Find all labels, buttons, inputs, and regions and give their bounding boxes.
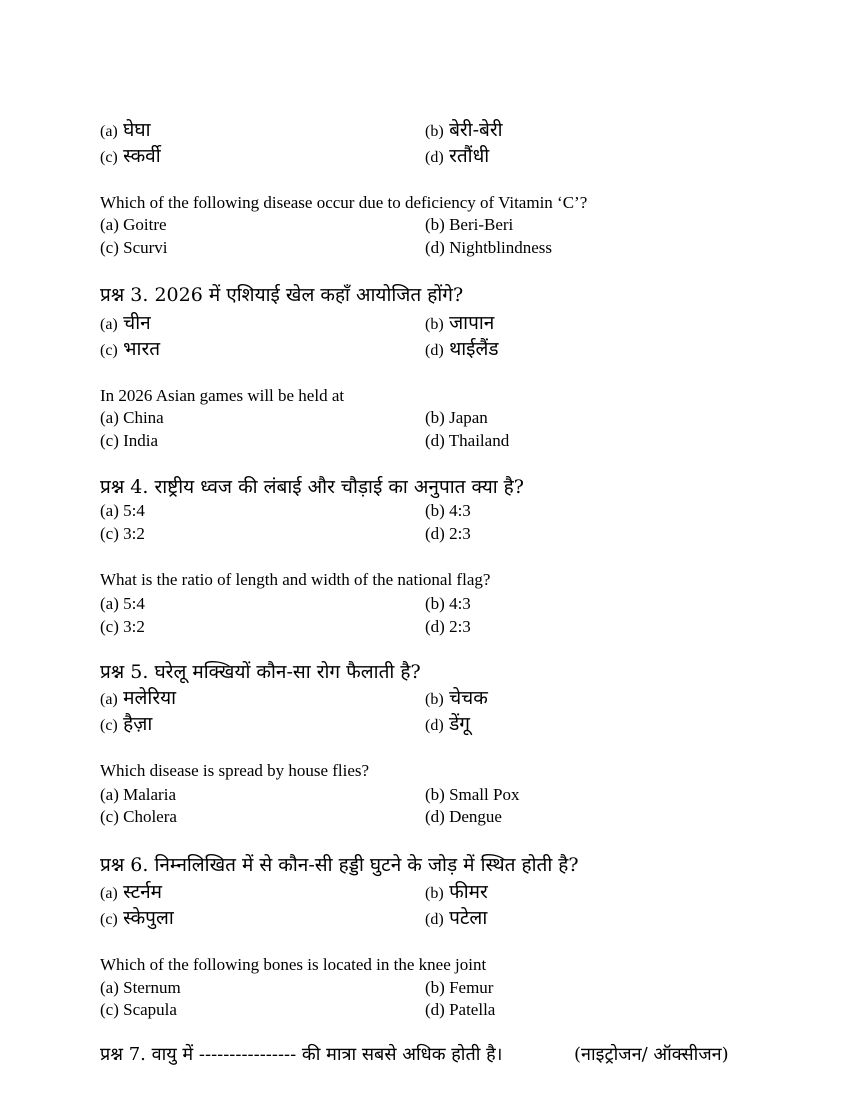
question-text: प्रश्न 7. वायु में ---------------- की मात्रा सबसे अधिक होती है। bbox=[100, 1044, 503, 1065]
option-c: (c) 3:2 bbox=[100, 617, 145, 636]
option-b: (b) Small Pox bbox=[425, 785, 520, 804]
option-c: (c) Scurvi bbox=[100, 238, 168, 257]
option-a: (a) Goitre bbox=[100, 215, 167, 234]
option-d: (d) Patella bbox=[425, 1000, 496, 1019]
option-a: (a) स्टर्नम bbox=[100, 881, 163, 903]
option-a: (a) China bbox=[100, 408, 164, 427]
question-text: Which of the following disease occur due to deficiency of Vitamin ‘C’? bbox=[100, 193, 588, 212]
option-d: (d) Dengue bbox=[425, 807, 502, 826]
option-d: (d) Nightblindness bbox=[425, 238, 553, 257]
option-d: (d) रतौंधी bbox=[425, 145, 490, 167]
question-text: प्रश्न 4. राष्ट्रीय ध्वज की लंबाई और चौड़ाई का अनुपात क्या है? bbox=[100, 476, 524, 498]
option-d: (d) डेंगू bbox=[425, 713, 470, 735]
option-a: (a) Sternum bbox=[100, 978, 181, 997]
option-b: (b) Japan bbox=[425, 408, 488, 427]
option-b: (b) चेचक bbox=[425, 687, 488, 709]
option-a: (a) 5:4 bbox=[100, 501, 145, 520]
option-a: (a) Malaria bbox=[100, 785, 176, 804]
option-c: (c) भारत bbox=[100, 338, 161, 360]
option-c: (c) Scapula bbox=[100, 1000, 177, 1019]
option-b: (b) Femur bbox=[425, 978, 494, 997]
answer-hint: (नाइट्रोजन/ ऑक्सीजन) bbox=[574, 1044, 729, 1065]
option-a: (a) मलेरिया bbox=[100, 687, 177, 709]
option-d: (d) थाईलैंड bbox=[425, 338, 499, 360]
option-c: (c) स्कर्वी bbox=[100, 145, 161, 167]
option-c: (c) हैज़ा bbox=[100, 713, 153, 735]
question-text: प्रश्न 3. 2026 में एशियाई खेल कहाँ आयोजित होंगे? bbox=[100, 284, 464, 306]
option-d: (d) पटेला bbox=[425, 907, 488, 929]
option-b: (b) Beri-Beri bbox=[425, 215, 514, 234]
option-a: (a) 5:4 bbox=[100, 594, 145, 613]
option-a: (a) चीन bbox=[100, 312, 151, 334]
option-b: (b) 4:3 bbox=[425, 501, 471, 520]
option-d: (d) 2:3 bbox=[425, 524, 471, 543]
option-d: (d) 2:3 bbox=[425, 617, 471, 636]
question-text: प्रश्न 5. घरेलू मक्खियों कौन-सा रोग फैलाती है? bbox=[100, 661, 421, 683]
question-text: In 2026 Asian games will be held at bbox=[100, 386, 345, 405]
option-c: (c) 3:2 bbox=[100, 524, 145, 543]
option-b: (b) फीमर bbox=[425, 881, 488, 903]
option-a: (a) घेघा bbox=[100, 119, 151, 141]
option-c: (c) India bbox=[100, 431, 159, 450]
option-b: (b) जापान bbox=[425, 312, 495, 334]
option-d: (d) Thailand bbox=[425, 431, 510, 450]
option-c: (c) Cholera bbox=[100, 807, 177, 826]
option-c: (c) स्केपुला bbox=[100, 907, 174, 929]
question-text: Which of the following bones is located in the knee joint bbox=[100, 955, 487, 974]
option-b: (b) 4:3 bbox=[425, 594, 471, 613]
option-b: (b) बेरी-बेरी bbox=[425, 119, 503, 141]
question-text: Which disease is spread by house flies? bbox=[100, 761, 370, 780]
question-text: What is the ratio of length and width of the national flag? bbox=[100, 570, 491, 589]
question-text: प्रश्न 6. निम्नलिखित में से कौन-सी हड्डी घुटने के जोड़ में स्थित होती है? bbox=[100, 854, 579, 876]
